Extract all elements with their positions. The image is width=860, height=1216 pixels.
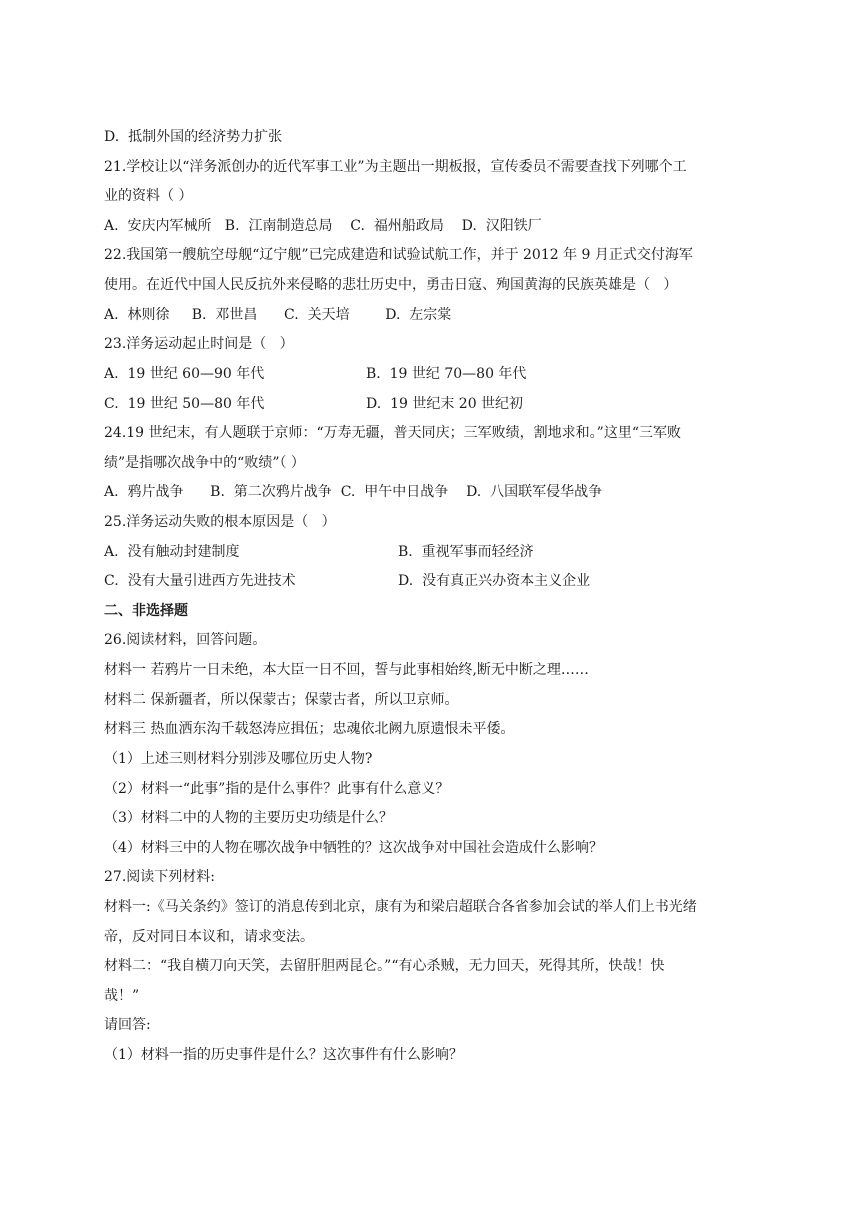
q23-option-c: C. 19 世纪 50—80 年代 (104, 396, 265, 412)
q26-sub-1: （1）上述三则材料分别涉及哪位历史人物? (104, 751, 373, 767)
q27-material-1-line1: 材料一:《马关条约》签订的消息传到北京，康有为和梁启超联合各省参加会试的举人们上书光绪 (104, 899, 697, 915)
q24-stem-line1: 24.19 世纪末，有人题联于京师：“万寿无疆，普天同庆；三军败绩，割地求和。”这里“三军败 (104, 425, 681, 441)
q27-sub-1: （1）材料一指的历史事件是什么？这次事件有什么影响？ (104, 1047, 463, 1063)
q25-option-c: C. 没有大量引进西方先进技术 (104, 573, 296, 589)
q23-stem: 23.洋务运动起止时间是（ ） (104, 336, 294, 352)
q26-sub-2: （2）材料一“此事”指的是什么事件？此事有什么意义？ (104, 781, 450, 797)
q26-stem: 26.阅读材料，回答问题。 (104, 632, 267, 648)
q26-sub-3: （3）材料二中的人物的主要历史功绩是什么？ (104, 810, 393, 826)
q27-stem: 27.阅读下列材料: (104, 869, 215, 885)
q24-options: A. 鸦片战争 B. 第二次鸦片战争 C. 甲午中日战争 D. 八国联军侵华战争 (104, 484, 603, 500)
q20-option-d: D. 抵制外国的经济势力扩张 (104, 129, 283, 145)
q23-option-a: A. 19 世纪 60—90 年代 (104, 366, 265, 382)
q25-option-b: B. 重视军事而轻经济 (398, 544, 534, 560)
q23-option-b: B. 19 世纪 70—80 年代 (366, 366, 527, 382)
q25-option-d: D. 没有真正兴办资本主义企业 (398, 573, 591, 589)
q22-options: A. 林则徐 B. 邓世昌 C. 关天培 D. 左宗棠 (104, 307, 452, 323)
q27-material-2-line2: 哉！” (104, 988, 140, 1004)
section-heading: 二、非选择题 (104, 603, 188, 619)
q21-stem-line1: 21.学校让以“洋务派创办的近代军事工业”为主题出一期板报，宣传委员不需要查找下列哪个工 (104, 159, 687, 175)
q27-material-1-line2: 帝，反对同日本议和，请求变法。 (104, 929, 314, 945)
q22-stem-line1: 22.我国第一艘航空母舰“辽宁舰”已完成建造和试验试航工作，并于 2012 年 9 月正式交付海军 (104, 247, 693, 263)
q21-stem-line2: 业的资料（ ） (104, 188, 193, 204)
q27-material-2-line1: 材料二：“我自横刀向天笑，去留肝胆两昆仑。”“有心杀贼，无力回天，死得其所，快哉！快 (104, 958, 665, 974)
q26-sub-4: （4）材料三中的人物在哪次战争中牺牲的？这次战争对中国社会造成什么影响？ (104, 840, 603, 856)
q26-material-1: 材料一 若鸦片一日未绝，本大臣一日不回，誓与此事相始终,断无中断之理…… (104, 662, 589, 678)
q26-material-2: 材料二 保新疆者，所以保蒙古；保蒙古者，所以卫京师。 (104, 692, 459, 708)
q22-stem-line2: 使用。在近代中国人民反抗外来侵略的悲壮历史中，勇击日寇、殉国黄海的民族英雄是（ ） (104, 277, 678, 293)
q24-stem-line2: 绩”是指哪次战争中的“败绩”（ ） (104, 455, 305, 471)
q27-prompt: 请回答: (104, 1017, 151, 1033)
q21-options: A. 安庆内军械所 B. 江南制造总局 C. 福州船政局 D. 汉阳铁厂 (104, 218, 542, 234)
q25-option-a: A. 没有触动封建制度 (104, 544, 240, 560)
q26-material-3: 材料三 热血洒东沟千载怒涛应揖伍；忠魂依北阙九原遗恨未平倭。 (104, 721, 515, 737)
q23-option-d: D. 19 世纪末 20 世纪初 (366, 396, 524, 412)
q25-stem: 25.洋务运动失败的根本原因是（ ） (104, 514, 336, 530)
